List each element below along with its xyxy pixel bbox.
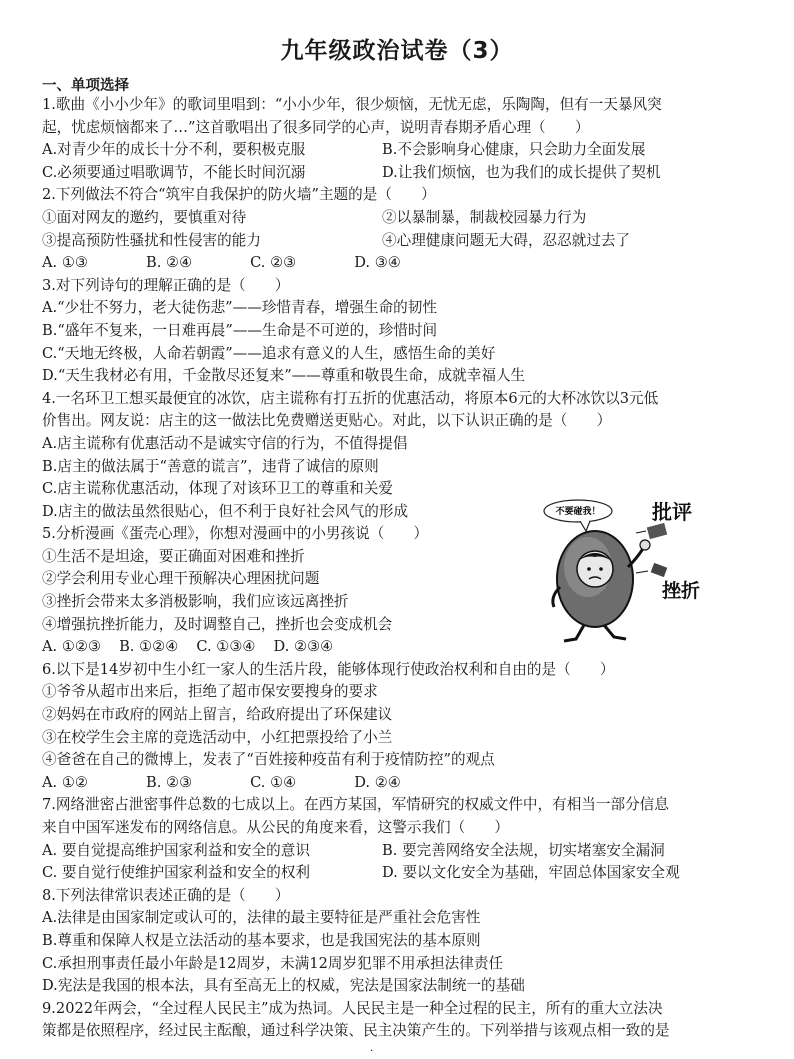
q9-stem-line-1: 9.2022年两会，“全过程人民民主”成为热词。人民民主是一种全过程的民主，所有的重大立法决 xyxy=(42,999,663,1017)
q6-statement-2: ②妈妈在市政府的网站上留言，给政府提出了环保建议 xyxy=(42,706,393,724)
q8-option-a[interactable]: A.法律是由国家制定或认可的，法律的最主要特征是严重社会危害性 xyxy=(42,909,481,927)
q5-option-b[interactable]: B. ①②④ xyxy=(119,638,179,656)
speech-bubble-text: 不要碰我！ xyxy=(555,507,601,517)
q1-option-d[interactable]: D.让我们烦恼，也为我们的成长提供了契机 xyxy=(382,163,661,181)
q3-option-a[interactable]: A.“少壮不努力，老大徒伤悲”——珍惜青春，增强生命的韧性 xyxy=(42,299,437,317)
q6-option-b[interactable]: B. ②③ xyxy=(145,773,193,791)
eggshell-cartoon xyxy=(540,497,715,647)
q1-option-a[interactable]: A.对青少年的成长十分不利，要积极克服 xyxy=(42,141,306,159)
q5-statement-2: ②学会利用专业心理干预解决心理困扰问题 xyxy=(42,570,320,588)
q7-options-ab xyxy=(42,840,754,863)
q6-stem: 6.以下是14岁初中生小红一家人的生活片段，能够体现行使政治权利和自由的是（ ） xyxy=(42,660,615,678)
q4-option-c[interactable]: C.店主谎称优惠活动，体现了对该环卫工的尊重和关爱 xyxy=(42,480,393,498)
q6-statement-1: ①爷爷从超市出来后，拒绝了超市保安要搜身的要求 xyxy=(42,683,378,701)
q6-option-a[interactable]: A. ①② xyxy=(42,773,88,791)
q2-statement-2: ②以暴制暴，制裁校园暴力行为 xyxy=(382,208,587,226)
q4-option-d[interactable]: D.店主的做法虽然很贴心，但不利于良好社会风气的形成 xyxy=(42,502,409,520)
q2-stem: 2.下列做法不符合“筑牢自我保护的防火墙”主题的是（ ） xyxy=(42,186,436,204)
q7-option-d[interactable]: D. 要以文化安全为基础，牢固总体国家安全观 xyxy=(382,864,680,882)
q7-option-c[interactable]: C. 要自觉行使维护国家利益和安全的权利 xyxy=(42,864,311,882)
q5-statement-4: ④增强抗挫折能力，及时调整自己，挫折也会变成机会 xyxy=(42,615,393,633)
q6-option-d[interactable]: D. ②④ xyxy=(354,773,401,791)
q3-stem: 3.对下列诗句的理解正确的是（ ） xyxy=(42,276,290,294)
q6-statement-3: ③在校学生会主席的竞选活动中，小红把票投给了小兰 xyxy=(42,728,393,746)
q9-stem-line-2: 策都是依照程序，经过民主酝酿，通过科学决策、民主决策产生的。下列举措与该观点相一致的是 xyxy=(42,1022,670,1040)
q1-stem-line-1: 1.歌曲《小小少年》的歌词里唱到：“小小少年，很少烦恼，无忧无虑，乐陶陶，但有一天暴风突 xyxy=(42,96,662,113)
page-title: 九年级政治试卷（3） xyxy=(280,38,514,64)
q7-option-b[interactable]: B. 要完善网络安全法规，切实堵塞安全漏洞 xyxy=(382,841,665,859)
q1-option-c[interactable]: C.必须要通过唱歌调节，不能长时间沉溺 xyxy=(42,163,306,181)
word-criticism: 批评 xyxy=(652,500,692,524)
q5-option-a[interactable]: A. ①②③ xyxy=(42,638,102,656)
q8-option-c[interactable]: C.承担刑事责任最小年龄是12周岁，未满12周岁犯罪不用承担法律责任 xyxy=(42,954,504,972)
q2-statement-3: ③提高预防性骚扰和性侵害的能力 xyxy=(42,231,261,249)
q7-option-a[interactable]: A. 要自觉提高维护国家利益和安全的意识 xyxy=(42,841,310,859)
q1-options-cd xyxy=(42,162,754,185)
q3-option-d[interactable]: D.“天生我材必有用，千金散尽还复来”——尊重和敬畏生命，成就幸福人生 xyxy=(42,367,526,385)
q1-stem-line-2: 起，忧虑烦恼都来了…”这首歌唱出了很多同学的心声，说明青春期矛盾心理（ ） xyxy=(42,118,590,136)
q2-statements-12 xyxy=(42,207,754,230)
q3-option-b[interactable]: B.“盛年不复来，一日难再晨”——生命是不可逆的，珍惜时间 xyxy=(42,321,438,339)
q6-statement-4: ④爸爸在自己的微博上，发表了“百姓接种疫苗有利于疫情防控”的观点 xyxy=(42,751,495,769)
page-mark: · xyxy=(370,1046,374,1057)
q5-stem: 5.分析漫画《蛋壳心理》，你想对漫画中的小男孩说（ ） xyxy=(42,525,429,543)
q6-options xyxy=(42,772,754,795)
q2-statement-1: ①面对网友的邀约，要慎重对待 xyxy=(42,208,247,226)
q1-option-b[interactable]: B.不会影响身心健康，只会助力全面发展 xyxy=(382,141,646,159)
q8-option-b[interactable]: B.尊重和保障人权是立法活动的基本要求，也是我国宪法的基本原则 xyxy=(42,931,481,949)
q6-option-c[interactable]: C. ①④ xyxy=(250,773,297,791)
q2-option-d[interactable]: D. ③④ xyxy=(354,254,401,272)
q4-option-a[interactable]: A.店主谎称有优惠活动不是诚实守信的行为，不值得提倡 xyxy=(42,434,408,452)
q2-option-b[interactable]: B. ②④ xyxy=(145,254,193,272)
q5-option-d[interactable]: D. ②③④ xyxy=(273,638,334,656)
q8-stem: 8.下列法律常识表述正确的是（ ） xyxy=(42,886,290,904)
word-setback: 挫折 xyxy=(662,580,701,602)
q7-stem-line-1: 7.网络泄密占泄密事件总数的七成以上。在西方某国，军情研究的权威文件中，有相当一部分信息 xyxy=(42,796,669,814)
q4-stem-line-1: 4.一名环卫工想买最便宜的冰饮，店主谎称有打五折的优惠活动，将原本6元的大杯冰饮以3元低 xyxy=(42,389,659,407)
q2-option-a[interactable]: A. ①③ xyxy=(42,254,88,272)
section-heading: 一、单项选择 xyxy=(42,78,129,94)
q7-stem-line-2: 来自中国军迷发布的网络信息。从公民的角度来看，这警示我们（ ） xyxy=(42,819,510,836)
q4-option-b[interactable]: B.店主的做法属于“善意的谎言”，违背了诚信的原则 xyxy=(42,457,379,475)
q1-options-ab xyxy=(42,139,754,162)
q2-options xyxy=(42,252,754,275)
q5-option-c[interactable]: C. ①③④ xyxy=(196,638,256,656)
q8-option-d[interactable]: D.宪法是我国的根本法，具有至高无上的权威，宪法是国家法制统一的基础 xyxy=(42,977,525,995)
q5-statement-1: ①生活不是坦途，要正确面对困难和挫折 xyxy=(42,547,305,565)
q2-option-c[interactable]: C. ②③ xyxy=(250,254,297,272)
q4-stem-line-2: 价售出。网友说：店主的这一做法比免费赠送更贴心。对此，以下认识正确的是（ ） xyxy=(42,412,612,430)
q2-statement-4: ④心理健康问题无大碍，忍忍就过去了 xyxy=(382,231,631,249)
q5-statement-3: ③挫折会带来太多消极影响，我们应该远离挫折 xyxy=(42,593,349,611)
q3-option-c[interactable]: C.“天地无终极，人命若朝霞”——追求有意义的人生，感悟生命的美好 xyxy=(42,344,496,362)
q7-options-cd xyxy=(42,862,754,885)
q2-statements-34 xyxy=(42,230,754,253)
